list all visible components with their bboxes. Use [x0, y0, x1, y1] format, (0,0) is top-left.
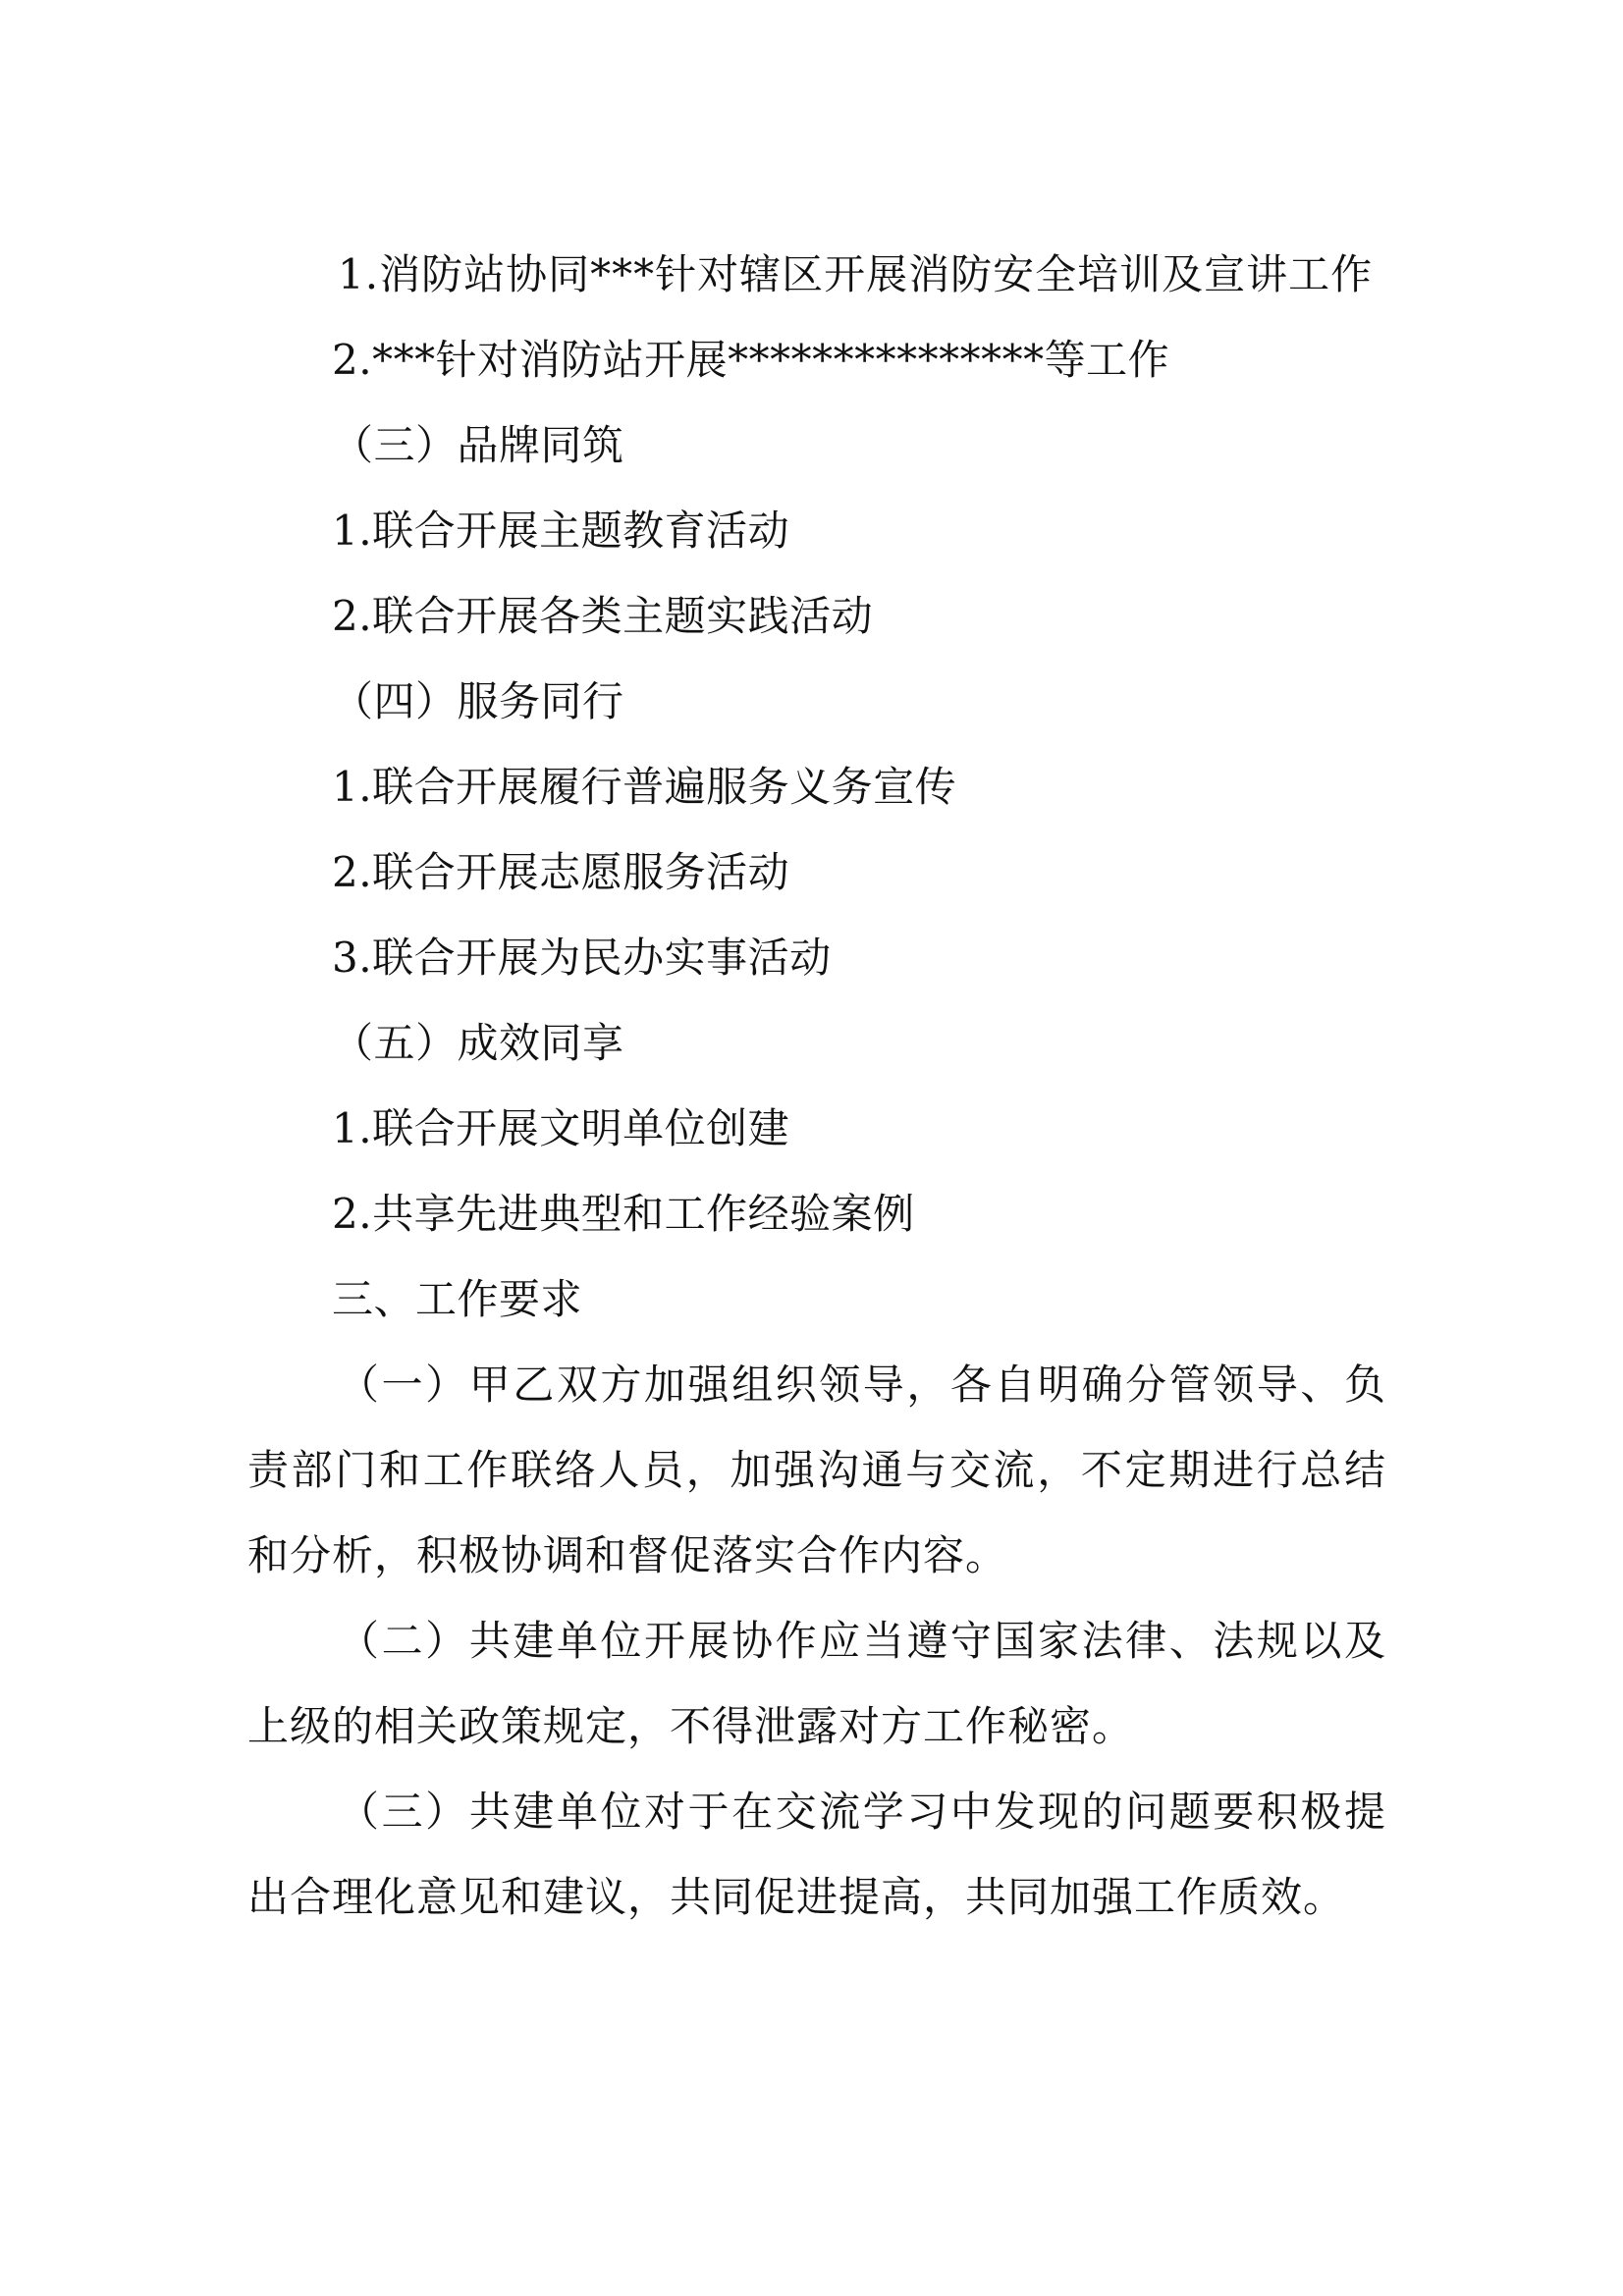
- list-item-volunteer: 2.联合开展志愿服务活动: [332, 848, 790, 896]
- list-item-share-cases: 2.共享先进典型和工作经验案例: [332, 1190, 915, 1238]
- chapter-heading-requirements: 三、工作要求: [332, 1275, 583, 1323]
- section-heading-service: （四）服务同行: [332, 677, 624, 725]
- section-heading-results: （五）成效同享: [332, 1019, 624, 1067]
- list-item-fire-station-work: 2.***针对消防站开展***************等工作: [332, 336, 1170, 384]
- paragraph-requirement-2: （二）共建单位开展协作应当遵守国家法律、法规以及上级的相关政策规定，不得泄露对方工作秘密。: [247, 1617, 1386, 1750]
- list-item-universal-service: 1.联合开展履行普遍服务义务宣传: [332, 763, 957, 811]
- paragraph-requirement-3: （三）共建单位对于在交流学习中发现的问题要积极提出合理化意见和建议，共同促进提高，共同加强工作质效。: [247, 1788, 1386, 1921]
- list-item-practical-matters: 3.联合开展为民办实事活动: [332, 934, 832, 982]
- list-item-theme-education: 1.联合开展主题教育活动: [332, 507, 790, 555]
- list-item-theme-practice: 2.联合开展各类主题实践活动: [332, 592, 874, 640]
- section-heading-brand: （三）品牌同筑: [332, 421, 624, 469]
- paragraph-requirement-1: （一）甲乙双方加强组织领导，各自明确分管领导、负责部门和工作联络人员，加强沟通与交流，不定期进行总结和分析，积极协调和督促落实合作内容。: [247, 1361, 1386, 1579]
- document-body: [247, 232, 1386, 1940]
- list-item-fire-training: 1.消防站协同***针对辖区开展消防安全培训及宣讲工作: [338, 250, 1374, 298]
- list-item-civilized-unit: 1.联合开展文明单位创建: [332, 1104, 790, 1152]
